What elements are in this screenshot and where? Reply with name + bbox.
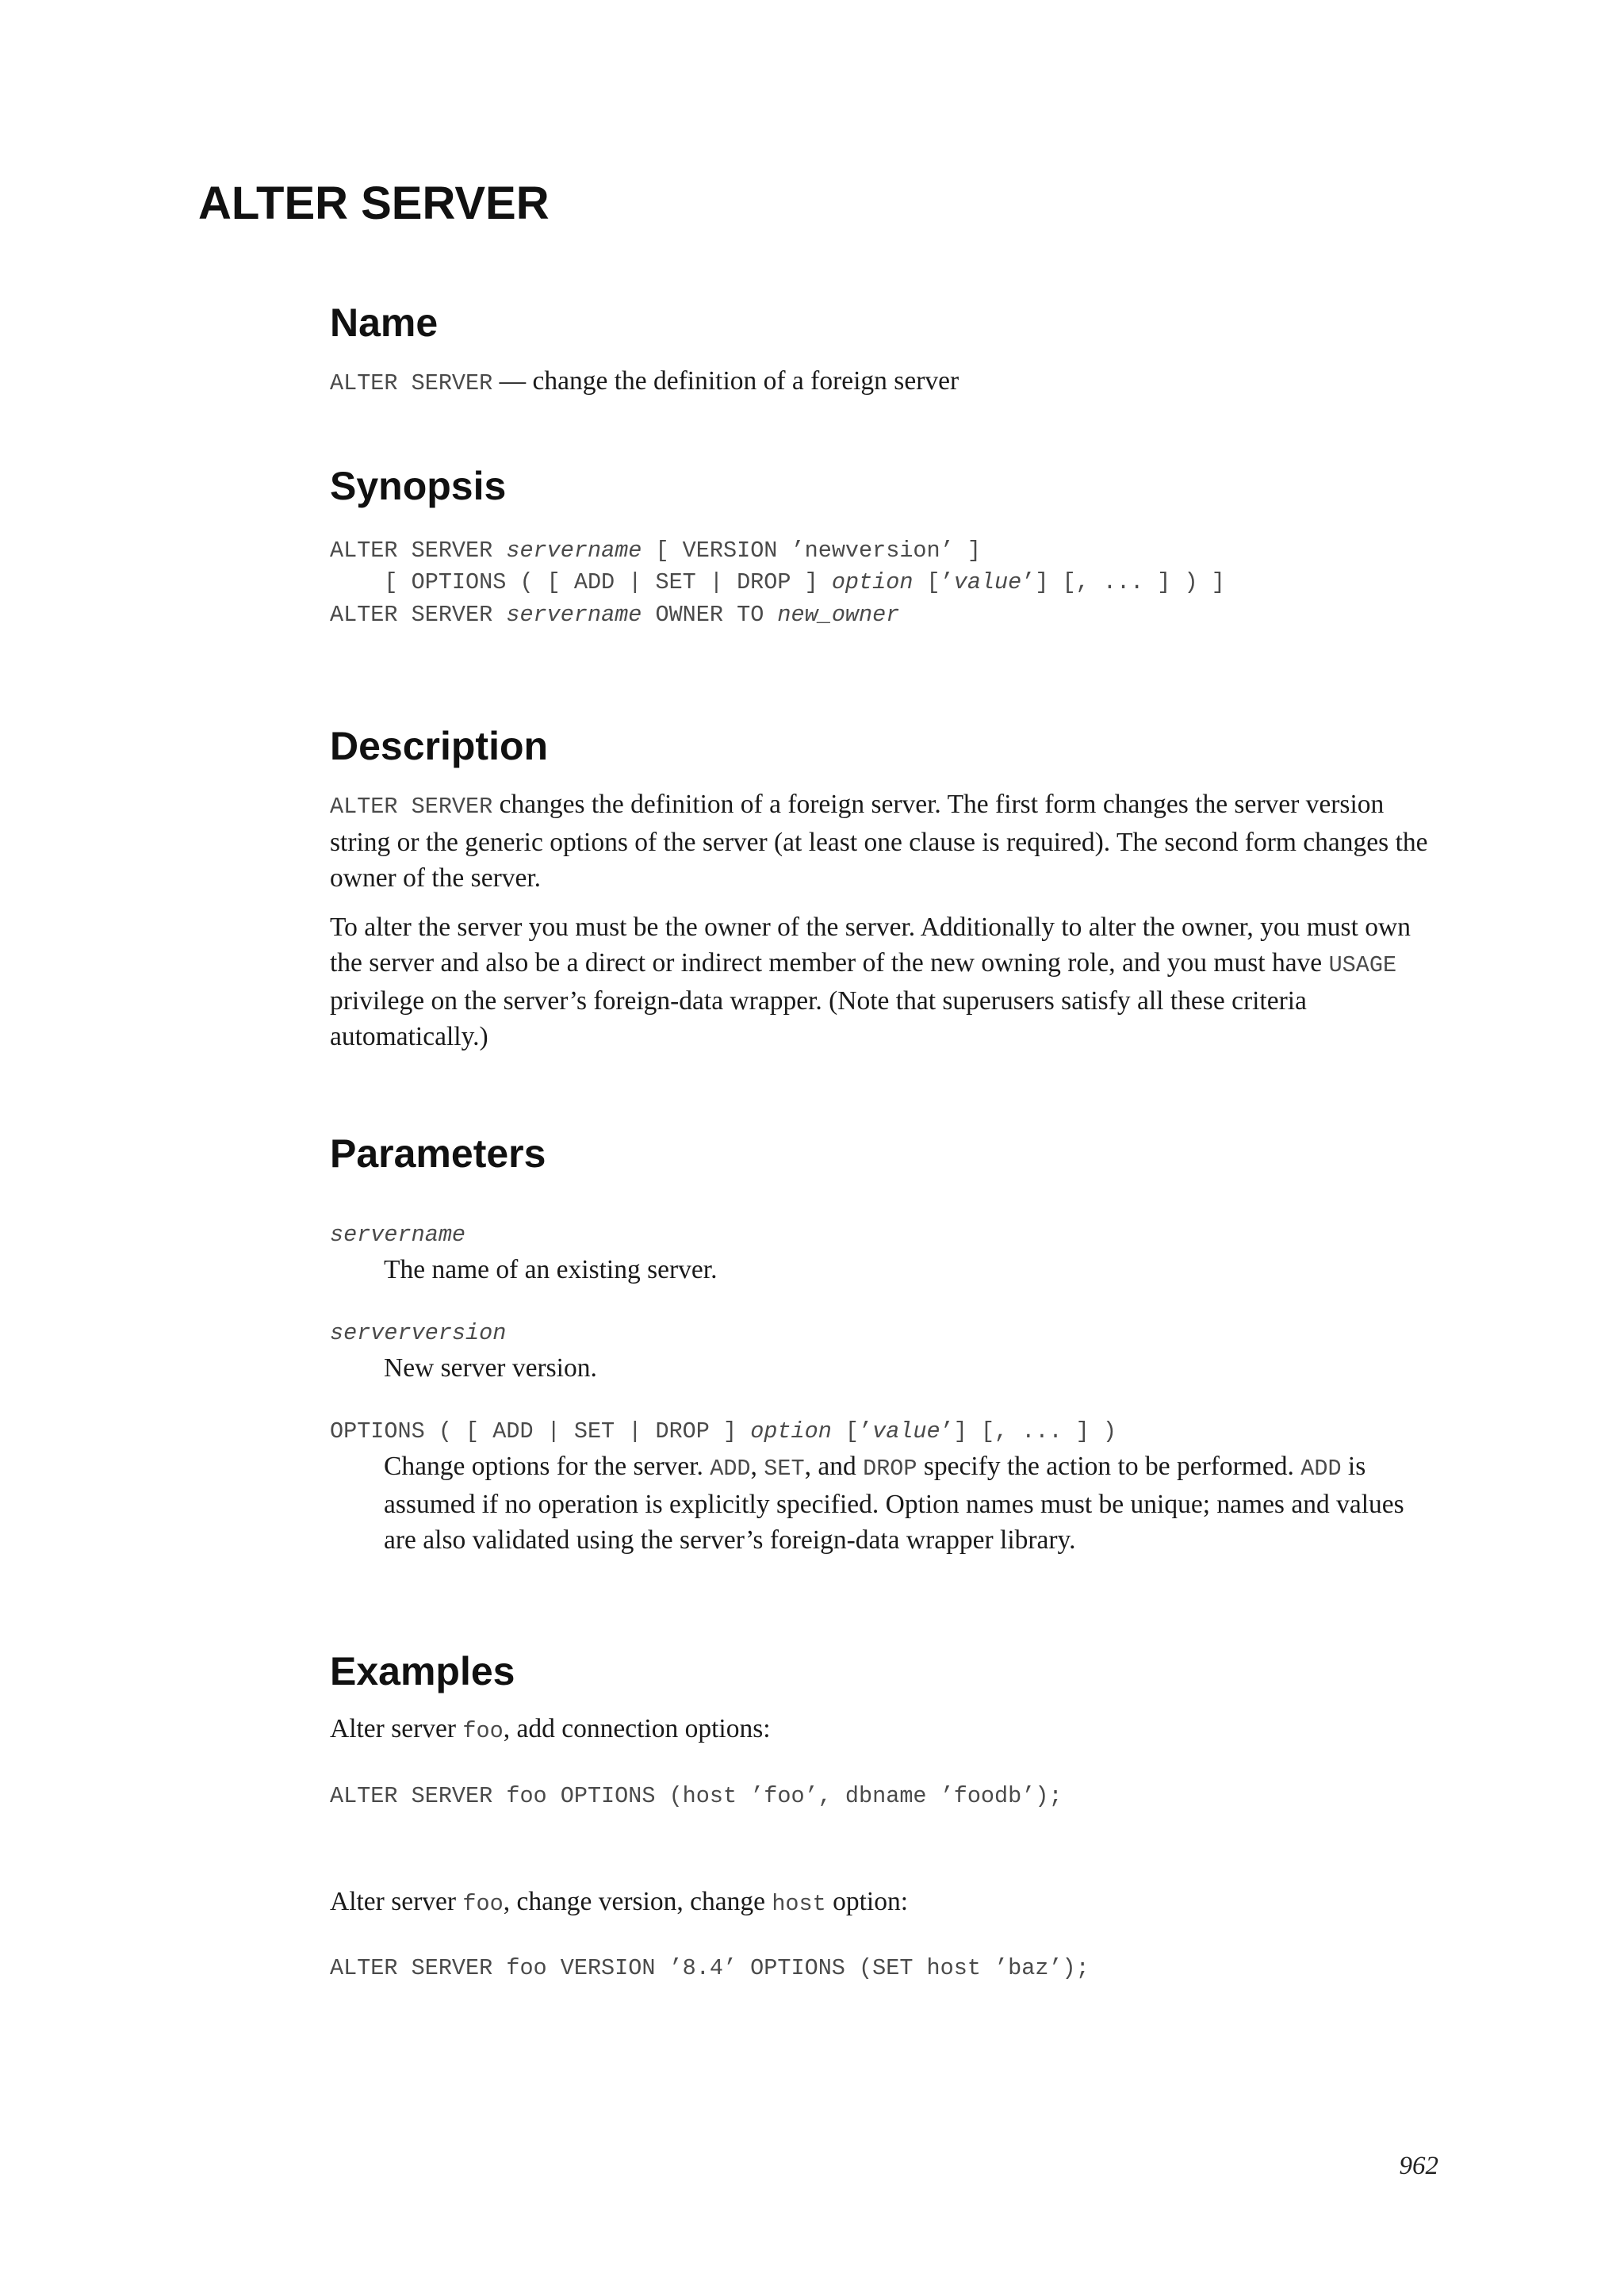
- synopsis-line-3: ALTER SERVER servername OWNER TO new_owner: [330, 602, 900, 628]
- synopsis-line-2: [ OPTIONS ( [ ADD | SET | DROP ] option [’value’] [, ... ] ) ]: [330, 569, 1225, 595]
- example-2-intro: Alter server foo, change version, change host option:: [330, 1887, 909, 1917]
- param-desc-servername: The name of an existing server.: [384, 1255, 718, 1284]
- page-number: 962: [1399, 2152, 1438, 2180]
- param-desc-options: Change options for the server. ADD, SET, and DROP specify the action to be performed. ADD is assumed if no operation is explicitly specified. Option names must be unique; names and values are also validated using the server’s foreign-data wrapper library.: [384, 1452, 1404, 1555]
- synopsis-heading: Synopsis: [330, 464, 507, 508]
- name-heading: Name: [330, 300, 439, 345]
- description-paragraph-1: ALTER SERVER changes the definition of a foreign server. The first form changes the server version string or the generic options of the server (at least one clause is required). The second form changes the owner of the server.: [330, 790, 1428, 893]
- param-term-serverversion: serverversion: [330, 1320, 507, 1346]
- param-term-servername: servername: [330, 1222, 466, 1248]
- page-title: ALTER SERVER: [198, 178, 550, 229]
- name-summary-text: — change the definition of a foreign server: [492, 366, 959, 396]
- param-desc-serverversion: New server version.: [384, 1353, 597, 1383]
- description-paragraph-2: To alter the server you must be the owner of the server. Additionally to alter the owner, you must own the server and also be a direct or indirect member of the new owning role, and you must have USAGE privilege on the server’s foreign-data wrapper. (Note that superusers satisfy all these criteria automatically.): [330, 913, 1411, 1051]
- description-heading: Description: [330, 724, 549, 768]
- example-1-intro: Alter server foo, add connection options:: [330, 1714, 771, 1744]
- example-2-code: ALTER SERVER foo VERSION ’8.4’ OPTIONS (SET host ’baz’);: [330, 1955, 1090, 1981]
- param-term-options: OPTIONS ( [ ADD | SET | DROP ] option [’value’] [, ... ] ): [330, 1418, 1116, 1445]
- name-command: ALTER SERVER: [330, 370, 493, 396]
- example-1-code: ALTER SERVER foo OPTIONS (host ’foo’, dbname ’foodb’);: [330, 1783, 1063, 1809]
- name-summary: [330, 363, 1440, 401]
- examples-heading: Examples: [330, 1649, 515, 1693]
- synopsis-line-1: ALTER SERVER servername [ VERSION ’newversion’ ]: [330, 538, 981, 564]
- parameters-heading: Parameters: [330, 1131, 546, 1176]
